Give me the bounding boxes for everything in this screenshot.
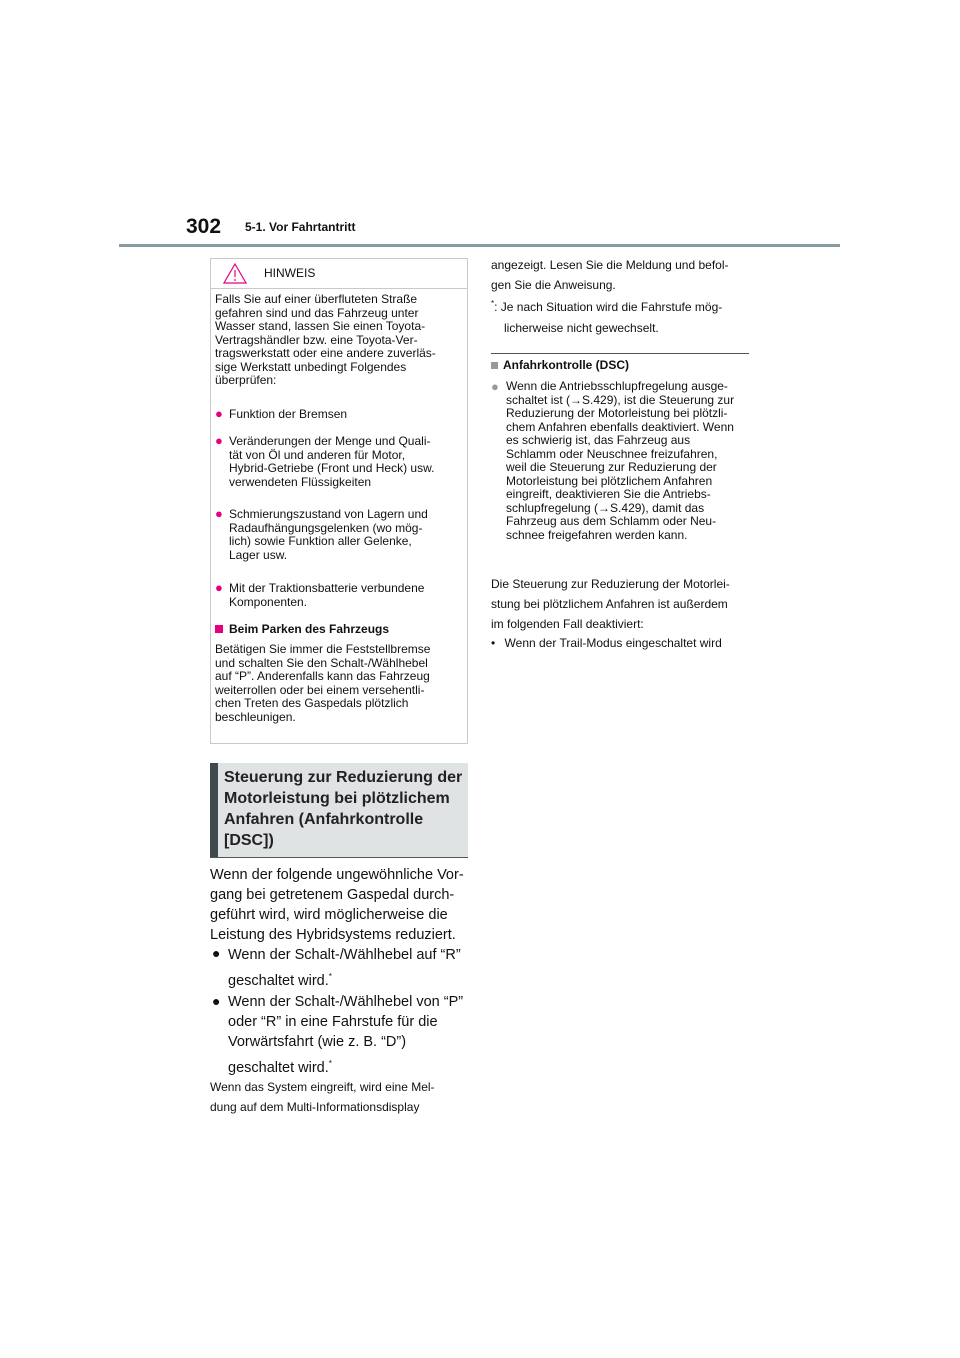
left-item-2: Wenn der Schalt-/Wählhebel von “P” oder “R” in eine Fahrstufe für die Vorwärtsfahrt (wie z. B. “D”) geschaltet wird.* <box>228 994 464 1076</box>
parking-text: Betätigen Sie immer die Feststellbremse und schalten Sie den Schalt-/Wählhebel auf “P”. Anderenfalls kann das Fahrzeug weiterrollen oder bei einem versehentli- chen Treten des Gaspedals plötzlich beschleunigen. <box>215 642 431 724</box>
square-bullet-icon <box>215 625 223 633</box>
dsc-after: Die Steuerung zur Reduzierung der Motorlei- stung bei plötzlichem Anfahren ist außerdem im folgenden Fall deaktiviert: <box>491 577 730 631</box>
square-bullet-icon <box>491 362 498 369</box>
notice-bullet-4: Mit der Traktionsbatterie verbundene Komponenten. <box>229 581 425 609</box>
parking-title: Beim Parken des Fahrzeugs <box>215 623 389 637</box>
section-title: 5-1. Vor Fahrtantritt <box>245 220 356 234</box>
page-number: 302 <box>186 215 222 238</box>
bullet-icon: ● <box>215 433 223 448</box>
header-rule <box>119 244 840 247</box>
dsc-list-item: • Wenn der Trail-Modus eingeschaltet wird <box>491 636 722 650</box>
bullet-icon: ● <box>215 506 223 521</box>
notice-bullet-2: Veränderungen der Menge und Quali- tät von Öl und anderen für Motor, Hybrid-Getriebe (Front und Heck) usw. verwendeten Flüssigkeiten <box>229 434 435 489</box>
notice-intro: Falls Sie auf einer überfluteten Straße gefahren sind und das Fahrzeug unter Wasser stand, lassen Sie einen Toyota- Vertragshändler bzw. eine Toyota-Ver- tragswerkstatt oder eine andere zuverläs- sige Werkstatt unbedingt Folgendes überprüfen: <box>215 292 436 387</box>
notice-label: HINWEIS <box>264 266 316 280</box>
dsc-title: Anfahrkontrolle (DSC) <box>491 355 629 375</box>
footnote: *: Je nach Situation wird die Fahrstufe mög- licherweise nicht gewechselt. <box>491 299 723 335</box>
right-continuation: angezeigt. Lesen Sie die Meldung und befol- gen Sie die Anweisung. <box>491 258 729 292</box>
notice-bullet-1: Funktion der Bremsen <box>229 407 348 421</box>
notice-bullet-3: Schmierungszustand von Lagern und Radaufhängungsgelenken (wo mög- lich) sowie Funktion aller Gelenke, Lager usw. <box>229 507 428 562</box>
dsc-bullet: Wenn die Antriebsschlupfregelung ausge- schaltet ist (→S.429), ist die Steuerung zur Reduzierung der Motorleistung bei plötzli- chem Anfahren ebenfalls deaktiviert. Wenn es schwierig ist, das Fahrzeug aus Schlamm oder Neuschnee freizufahren, weil die Steuerung zur Reduzierung der Motorleistung bei plötzlichem Anfahren eingreift, deaktivieren Sie die Antriebs- schlupfregelung (→S.429), damit das Fahrzeug aus dem Schlamm oder Neu- schnee freigefahren werden kann. <box>506 379 735 542</box>
bullet-icon: ● <box>215 406 223 421</box>
bullet-icon: ● <box>491 379 499 394</box>
warning-icon <box>223 263 247 284</box>
bullet-icon: ● <box>212 993 221 1009</box>
notice-box <box>210 258 468 744</box>
list-bullet: • <box>491 636 496 650</box>
left-tail: Wenn das System eingreift, wird eine Mel- dung auf dem Multi-Informationsdisplay <box>210 1080 435 1114</box>
left-item-1: Wenn der Schalt-/Wählhebel auf “R” geschaltet wird.* <box>228 947 461 989</box>
divider <box>491 353 749 354</box>
left-intro: Wenn der folgende ungewöhnliche Vor- gang bei getretenem Gaspedal durch- geführt wird, wird möglicherweise die Leistung des Hybridsystems reduziert. <box>210 867 464 943</box>
notice-header <box>211 259 467 289</box>
section-heading: Steuerung zur Reduzierung der Motorleistung bei plötzlichem Anfahren (Anfahrkontrolle [DSC]) <box>210 763 468 857</box>
bullet-icon: ● <box>212 945 221 961</box>
bullet-icon: ● <box>215 580 223 595</box>
heading-rule <box>210 857 468 858</box>
